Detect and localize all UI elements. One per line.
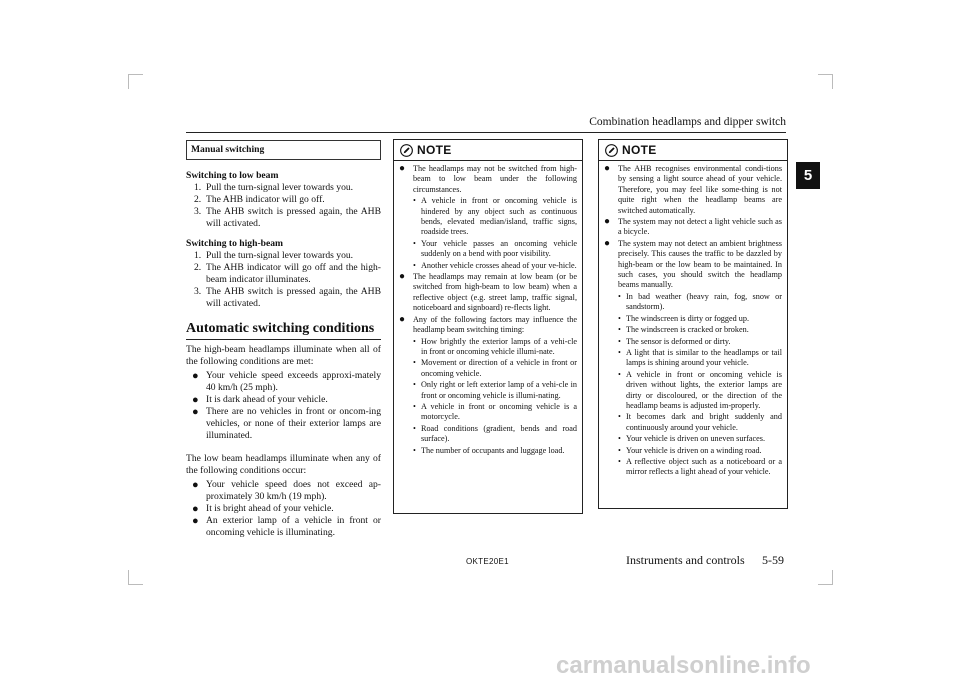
step-item: 1. Pull the turn-signal lever towards you.	[194, 182, 354, 193]
bullet-icon: ●	[399, 313, 406, 325]
note-subitem: • Movement or direction of a vehicle in front or oncoming vehicle.	[413, 358, 577, 378]
low-beam-title: Switching to low beam	[186, 170, 279, 181]
page-number: 5-59	[762, 553, 784, 567]
bullet-icon: ●	[604, 163, 611, 174]
note-pencil-icon	[605, 144, 618, 157]
crop-mark	[818, 74, 833, 89]
bullet-icon: ●	[192, 406, 199, 418]
step-item: 3. The AHB switch is pressed again, the AHB will activated.	[194, 286, 381, 309]
note-subitem: • The number of occupants and luggage load.	[413, 445, 565, 455]
note-subitem: • In bad weather (heavy rain, fog, snow or sandstorm).	[618, 291, 782, 312]
note-subitem: • Your vehicle is driven on a winding road.	[618, 445, 762, 455]
list-item: ● An exterior lamp of a vehicle in front or oncoming vehicle is illuminating.	[186, 515, 381, 539]
note-subitem: • A reflective object such as a noticeboard or a mirror reflects a light ahead of your vehicle.	[618, 456, 782, 477]
bullet-icon: ●	[399, 163, 406, 174]
note-subitem: • It becomes dark and bright suddenly and continuously around your vehicle.	[618, 412, 782, 432]
note-subitem: • Another vehicle crosses ahead of your ve-hicle.	[413, 260, 577, 270]
note-pencil-icon	[400, 144, 413, 157]
note-header	[599, 140, 787, 161]
crop-mark	[128, 74, 143, 89]
note-subitem: • Only right or left exterior lamp of a vehi-cle in front or oncoming vehicle is illumi-nating.	[413, 380, 577, 400]
note-box	[393, 139, 583, 514]
bullet-list	[186, 370, 381, 442]
footer-section-title: Instruments and controls	[626, 553, 745, 567]
note-item: ● The system may not detect an ambient brightness precisely. This causes the traffic to be dazzled by high-beam or the low beam to be maintained. In such cases, you should switch the headlamp beams manually.	[604, 237, 782, 290]
note-subitem: • A light that is similar to the headlamps or tail lamps is shining around your vehicle.	[618, 347, 782, 368]
crop-mark	[818, 570, 833, 585]
bullet-icon: ●	[192, 370, 199, 382]
note-subitem: • A vehicle in front or oncoming vehicle is hindered by any object such as continuous bends, elevated median/island, traffic signs, roadside trees.	[413, 196, 577, 237]
note-subitem: • The windscreen is cracked or broken.	[618, 325, 749, 335]
note-item: ● The AHB recognises environmental condi-tions by sensing a light source ahead of your vehicle. Therefore, you may feel like some-thing is not quite right when the headlamp beams are switched automatically.	[604, 163, 782, 215]
note-subitem: • A vehicle in front or oncoming vehicle is driven without lights, the exterior lamps are dirty or discoloured, or the direction of the headlamp beams is adjusted im-properly.	[618, 369, 782, 410]
paragraph: The high-beam headlamps illuminate when all of the following conditions are met:	[186, 344, 381, 367]
bullet-icon: ●	[192, 503, 199, 515]
list-item: ● Your vehicle speed does not exceed ap-proximately 30 km/h (19 mph).	[186, 479, 381, 503]
note-item: ● The headlamps may remain at low beam (or be switched from high-beam to low beam) when a reflective object (e.g. street lamp, traffic signal, noticeboard and signboard) re-flects light.	[399, 271, 577, 313]
note-subitem: • A vehicle in front or oncoming vehicle is a motorcycle.	[413, 401, 577, 422]
note-subitem: • Your vehicle is driven on uneven surfaces.	[618, 434, 766, 444]
note-subitem: • How brightly the exterior lamps of a vehi-cle in front or oncoming vehicle illumi-nate.	[413, 336, 577, 356]
bullet-icon: ●	[399, 271, 406, 283]
step-item: 1. Pull the turn-signal lever towards you.	[194, 250, 354, 261]
header-rule	[186, 132, 786, 133]
note-label: NOTE	[417, 142, 452, 157]
step-item: 2. The AHB indicator will go off and the high-beam indicator illuminates.	[194, 262, 381, 285]
note-box	[598, 139, 788, 509]
bullet-icon: ●	[192, 515, 199, 527]
list-item: ● There are no vehicles in front or oncom-ing vehicles, or none of their exterior lamps are illuminated.	[186, 406, 381, 442]
note-subitem: • The windscreen is dirty or fogged up.	[618, 313, 750, 323]
step-item: 2. The AHB indicator will go off.	[194, 194, 325, 205]
crop-mark	[128, 570, 143, 585]
main-column	[186, 140, 381, 539]
manual-switching-heading: Manual switching	[186, 140, 381, 160]
bullet-icon: ●	[192, 394, 199, 406]
document-code: OKTE20E1	[466, 557, 509, 566]
note-subitem: • The sensor is deformed or dirty.	[618, 336, 731, 346]
bullet-list	[186, 479, 381, 539]
chapter-tab: 5	[796, 162, 820, 189]
note-subitem: • Your vehicle passes an oncoming vehicle suddenly on a bend with poor visibility.	[413, 238, 577, 259]
bullet-icon: ●	[604, 237, 611, 249]
step-item: 3. The AHB switch is pressed again, the AHB will activated.	[194, 206, 381, 229]
bullet-icon: ●	[192, 479, 199, 491]
running-head: Combination headlamps and dipper switch	[589, 116, 786, 128]
list-item: ● It is bright ahead of your vehicle.	[186, 503, 381, 515]
note-subitem: • Road conditions (gradient, bends and road surface).	[413, 423, 577, 444]
note-item: ● The system may not detect a light vehicle such as a bicycle.	[604, 216, 782, 237]
section-title: Automatic switching conditions	[186, 320, 381, 340]
watermark: carmanualsonline.info	[556, 652, 811, 679]
note-item: ● The headlamps may not be switched from high-beam to low beam under the following circumstances.	[399, 163, 577, 194]
bullet-icon: ●	[604, 216, 611, 228]
list-item: ● It is dark ahead of your vehicle.	[186, 394, 381, 406]
note-item: ● Any of the following factors may influence the headlamp beam switching timing:	[399, 313, 577, 335]
paragraph: The low beam headlamps illuminate when any of the following conditions occur:	[186, 453, 381, 476]
note-header	[394, 140, 582, 161]
high-beam-title: Switching to high-beam	[186, 238, 284, 249]
note-label: NOTE	[622, 142, 657, 157]
list-item: ● Your vehicle speed exceeds approxi-mately 40 km/h (25 mph).	[186, 370, 381, 394]
